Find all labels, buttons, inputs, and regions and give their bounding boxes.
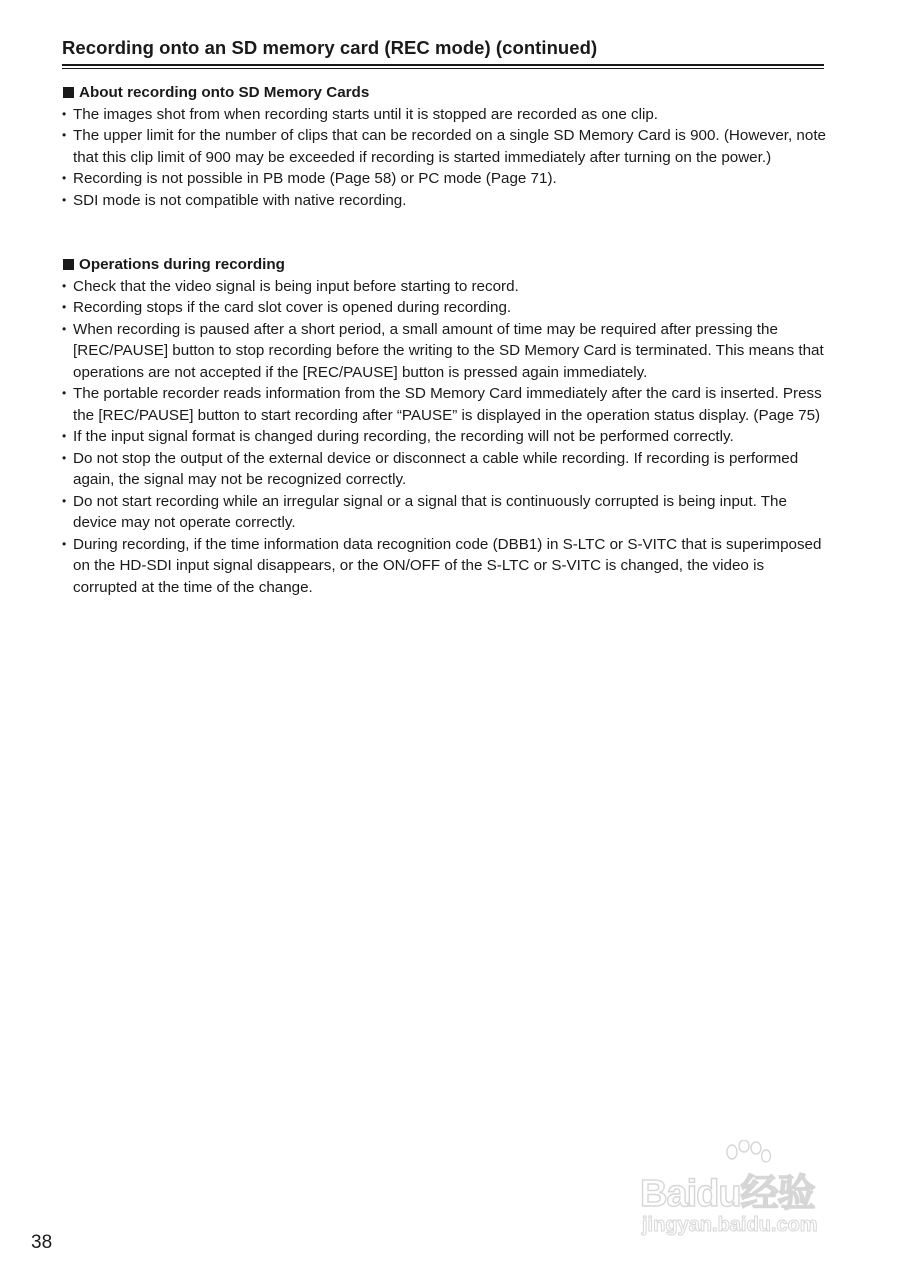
- list-item: • If the input signal format is changed during recording, the recording will not be performed correctly.: [62, 426, 832, 448]
- list-item: • Do not stop the output of the external device or disconnect a cable while recording. If recording is performed again, the signal may not be recognized correctly.: [62, 448, 832, 491]
- page-title: Recording onto an SD memory card (REC mode) (continued): [62, 37, 598, 58]
- list-item: • The images shot from when recording starts until it is stopped are recorded as one clip.: [62, 104, 832, 126]
- section-heading-text: About recording onto SD Memory Cards: [79, 84, 370, 101]
- baidu-watermark-logo: [640, 1140, 860, 1250]
- black-square-icon: [63, 259, 74, 270]
- black-square-icon: [63, 87, 74, 98]
- list-item: • When recording is paused after a short period, a small amount of time may be required after pressing the [REC/PAUSE] button to stop recording before the writing to the SD Memory Card is terminated. This means that operations are not accepted if the [REC/PAUSE] button is pressed again immediately.: [62, 319, 832, 384]
- watermark-brand: Baidu经验: [640, 1173, 815, 1215]
- list-item: • Recording is not possible in PB mode (Page 58) or PC mode (Page 71).: [62, 168, 832, 190]
- section-operations-during-recording: [62, 254, 832, 598]
- section-heading-text: Operations during recording: [79, 256, 285, 273]
- list-item: • The portable recorder reads information from the SD Memory Card immediately after the card is inserted. Press the [REC/PAUSE] button to start recording after “PAUSE” is displayed in the operation status display. (Page 75): [62, 383, 832, 426]
- section-heading: [62, 82, 832, 104]
- bullet-list: [62, 276, 832, 599]
- section-heading: [62, 254, 832, 276]
- list-item: • During recording, if the time information data recognition code (DBB1) in S-LTC or S-VITC that is superimposed on the HD-SDI input signal disappears, or the ON/OFF of the S-LTC or S-VITC is changed, the video is corrupted at the time of the change.: [62, 534, 832, 599]
- section-about-recording: [62, 82, 832, 211]
- list-item: • Check that the video signal is being input before starting to record.: [62, 276, 832, 298]
- bullet-list: [62, 104, 832, 212]
- list-item: • The upper limit for the number of clips that can be recorded on a single SD Memory Card is 900. (However, note that this clip limit of 900 may be exceeded if recording is started immediately after turning on the power.): [62, 125, 832, 168]
- title-double-rule: [62, 64, 824, 69]
- watermark-url: jingyan.baidu.com: [642, 1214, 818, 1236]
- list-item: • Do not start recording while an irregular signal or a signal that is continuously corrupted is being input. The device may not operate correctly.: [62, 491, 832, 534]
- list-item: • Recording stops if the card slot cover is opened during recording.: [62, 297, 832, 319]
- page-number: 38: [31, 1232, 53, 1253]
- list-item: • SDI mode is not compatible with native recording.: [62, 190, 832, 212]
